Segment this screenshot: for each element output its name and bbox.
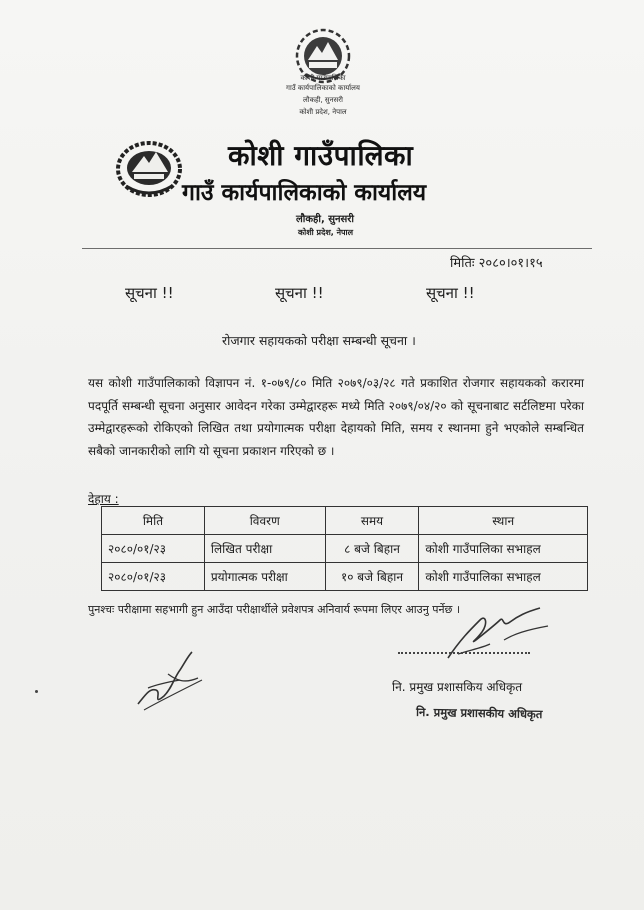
nepal-emblem-icon (116, 140, 182, 198)
stamp-line-2: गाउँ कार्यपालिकाको कार्यालय (286, 84, 360, 92)
table-row (102, 563, 588, 591)
column-header-date: मिति (102, 507, 205, 535)
postscript-note: पुनश्चः परीक्षामा सहभागी हुन आउँदा परीक्षार्थीले प्रवेशपत्र अनिवार्य रूपमा लिएर आउनु पर्नेछ । (88, 603, 461, 616)
ink-mark (35, 690, 38, 693)
column-header-venue: स्थान (419, 507, 588, 535)
stamp-line-1: कोशी गाउँपालिका (300, 74, 346, 82)
exam-schedule-table (101, 506, 588, 591)
office-stamp (276, 26, 370, 122)
notice-heading-3: सूचना !! (426, 284, 475, 302)
table-row (102, 535, 588, 563)
row-date: २०८०/०१/२३ (102, 563, 205, 591)
notice-heading-2: सूचना !! (275, 284, 324, 302)
row-description: प्रयोगात्मक परीक्षा (204, 563, 325, 591)
notice-heading-1: सूचना !! (125, 284, 174, 302)
row-time: ८ बजे बिहान (325, 535, 419, 563)
notice-body: यस कोशी गाउँपालिकाको विज्ञापन नं. १-०७९/८० मिति २०७९/०३/२८ गते प्रकाशित रोजगार सहायकको करारमा पदपूर्ति सम्बन्धी सूचना अनुसार आवेदन गरेका उम्मेद्वारहरू मध्ये मिति २०७९/०४/२० को सूचनाबाट सर्टलिष्टमा परेका उम्मेद्वारहरूको रोकिएको लिखित तथा प्रयोगात्मक परीक्षा देहायको मिति, समय र स्थानमा हुने भएकोले सम्बन्धित सबैको जानकारीको लागि यो सूचना प्रकाशन गरिएको छ । (88, 376, 584, 458)
column-header-time: समय (325, 507, 419, 535)
signature-line (398, 652, 530, 654)
table-header-row (102, 507, 588, 535)
office-name: कोशी गाउँपालिका (228, 139, 414, 172)
officer-title-stamp: नि. प्रमुख प्रशासकीय अधिकृत (415, 704, 543, 722)
stamp-line-4: कोशी प्रदेश, नेपाल (299, 108, 347, 116)
officer-signature (430, 600, 558, 666)
stamp-line-3: लौकही, सुनसरी (303, 96, 343, 104)
column-header-description: विवरण (204, 507, 325, 535)
handwritten-signature (128, 644, 208, 716)
row-description: लिखित परीक्षा (204, 535, 325, 563)
address-line-2: कोशी प्रदेश, नेपाल (298, 228, 354, 237)
schedule-title: देहाय : (88, 492, 119, 506)
row-venue: कोशी गाउँपालिका सभाहल (419, 563, 588, 591)
officer-title: नि. प्रमुख प्रशासकिय अधिकृत (392, 680, 523, 694)
address-line-1: लौकही, सुनसरी (296, 214, 354, 225)
notice-date: मितिः २०८०।०१।१५ (450, 256, 543, 271)
row-time: १० बजे बिहान (325, 563, 419, 591)
header-divider (82, 248, 592, 249)
office-subtitle: गाउँ कार्यपालिकाको कार्यालय (182, 180, 427, 206)
row-date: २०८०/०१/२३ (102, 535, 205, 563)
notice-subject: रोजगार सहायकको परीक्षा सम्बन्धी सूचना । (222, 333, 416, 348)
row-venue: कोशी गाउँपालिका सभाहल (419, 535, 588, 563)
